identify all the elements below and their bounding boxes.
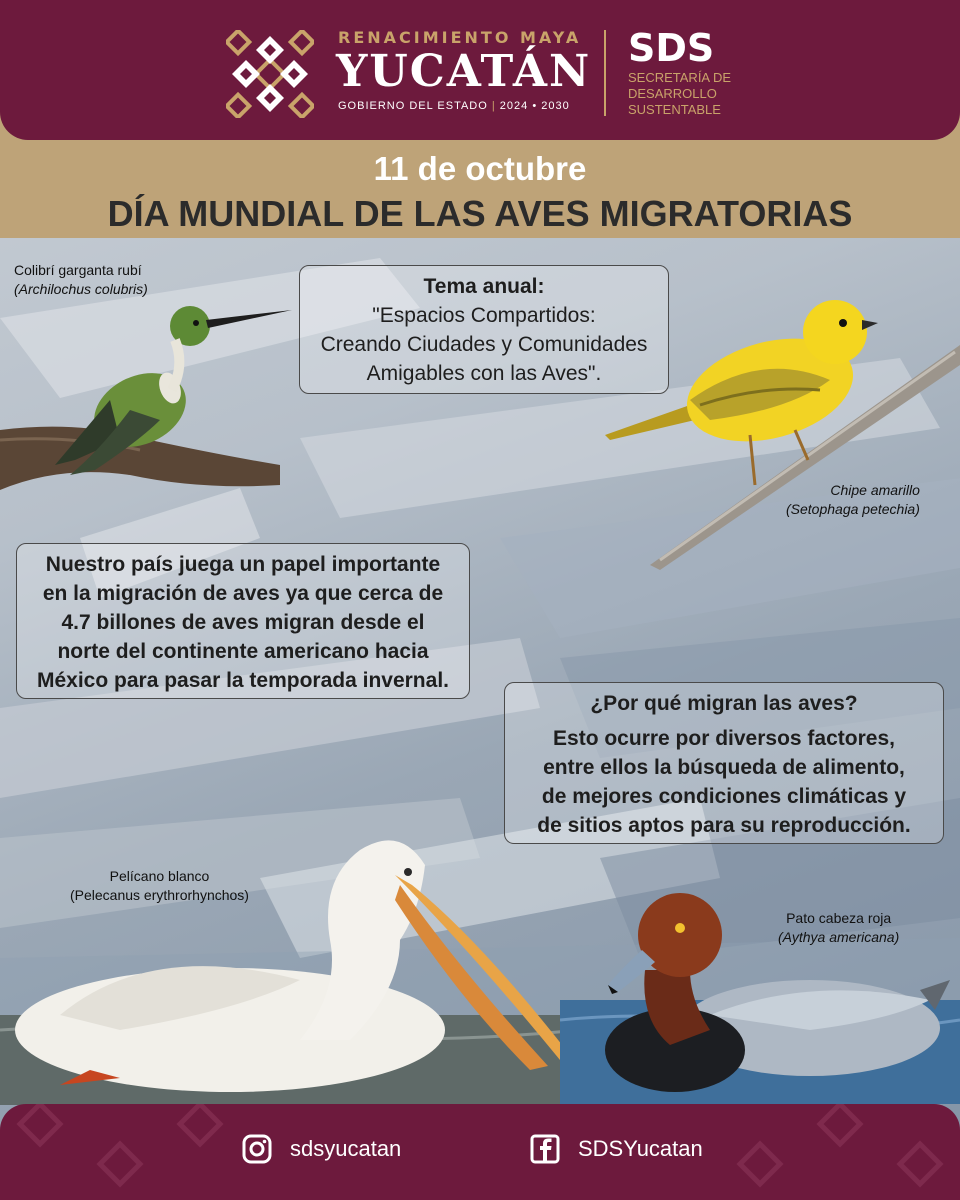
info-line-1: Nuestro país juega un papel importante xyxy=(45,553,441,576)
warbler-scientific-name xyxy=(786,500,920,519)
facebook-handle: SDSYucatan xyxy=(578,1136,703,1161)
theme-line-2: Creando Ciudades y Comunidades xyxy=(320,333,648,356)
duck-caption xyxy=(778,909,899,947)
info-line-3: 4.7 billones de aves migran desde el xyxy=(61,611,425,634)
facebook-icon xyxy=(530,1134,560,1164)
theme-heading: Tema anual: xyxy=(423,275,545,298)
why-heading: ¿Por qué migran las aves? xyxy=(590,692,858,715)
instagram-link[interactable] xyxy=(242,1134,401,1164)
logo-subtitle-divider: | xyxy=(491,100,500,112)
info-line-5: México para pasar la temporada invernal. xyxy=(36,669,449,692)
sds-fullname: SECRETARÍA DE DESARROLLO SUSTENTABLE xyxy=(628,70,732,117)
pelican-scientific-name: (Pelecanus erythrorhynchos) xyxy=(70,887,249,903)
instagram-icon xyxy=(242,1134,272,1164)
why-line-1: Esto ocurre por diversos factores, xyxy=(553,727,895,750)
hummingbird-illustration xyxy=(0,290,300,530)
logo-subtitle xyxy=(338,100,570,112)
event-date: 11 de octubre xyxy=(373,150,587,187)
logo-subtitle-government: GOBIERNO DEL ESTADO xyxy=(338,100,488,112)
warbler-scientific-text: (Setophaga petechia) xyxy=(786,501,920,517)
logo-wordmark: YUCATÁN xyxy=(336,46,592,97)
migration-info-text xyxy=(17,544,469,701)
pelican-caption xyxy=(70,867,249,905)
pelican-common-name: Pelícano blanco xyxy=(109,868,210,884)
migration-info-box xyxy=(16,543,470,699)
hummingbird-common-name: Colibrí garganta rubí xyxy=(14,262,142,278)
logo-tagline: RENACIMIENTO MAYA xyxy=(338,28,582,47)
header-bar xyxy=(0,0,960,140)
duck-scientific-name xyxy=(778,928,899,947)
duck-common-name: Pato cabeza roja xyxy=(786,910,892,926)
event-title: DÍA MUNDIAL DE LAS AVES MIGRATORIAS xyxy=(107,193,853,234)
theme-line-3: Amigables con las Aves". xyxy=(366,362,602,385)
why-line-2: entre ellos la búsqueda de alimento, xyxy=(543,756,905,779)
hummingbird-caption xyxy=(14,261,148,299)
why-text xyxy=(505,724,943,840)
yucatan-logo-icon xyxy=(226,30,314,118)
duck-scientific-text: (Aythya americana) xyxy=(778,929,900,945)
logo-subtitle-years: 2024 • 2030 xyxy=(499,100,570,112)
why-migrate-box xyxy=(504,682,944,844)
facebook-link[interactable] xyxy=(530,1134,703,1164)
warbler-common-name xyxy=(786,481,920,500)
info-line-2: en la migración de aves ya que cerca de xyxy=(42,582,444,605)
footer-bar xyxy=(0,1104,960,1200)
hummingbird-scientific-name xyxy=(14,280,148,299)
redhead-duck-illustration xyxy=(560,880,960,1104)
warbler-common-text: Chipe amarillo xyxy=(830,482,920,498)
header-divider xyxy=(604,30,606,116)
why-line-4: de sitios aptos para su reproducción. xyxy=(537,814,911,837)
hummingbird-scientific-text: (Archilochus colubris) xyxy=(14,281,148,297)
info-line-4: norte del continente americano hacia xyxy=(57,640,429,663)
instagram-handle: sdsyucatan xyxy=(290,1136,402,1161)
warbler-caption xyxy=(786,481,920,519)
theme-box xyxy=(299,265,669,394)
theme-line-1: "Espacios Compartidos: xyxy=(372,304,596,327)
footer-pattern xyxy=(0,1104,960,1200)
why-line-3: de mejores condiciones climáticas y xyxy=(541,785,907,808)
sds-logo: SDS xyxy=(628,26,715,70)
